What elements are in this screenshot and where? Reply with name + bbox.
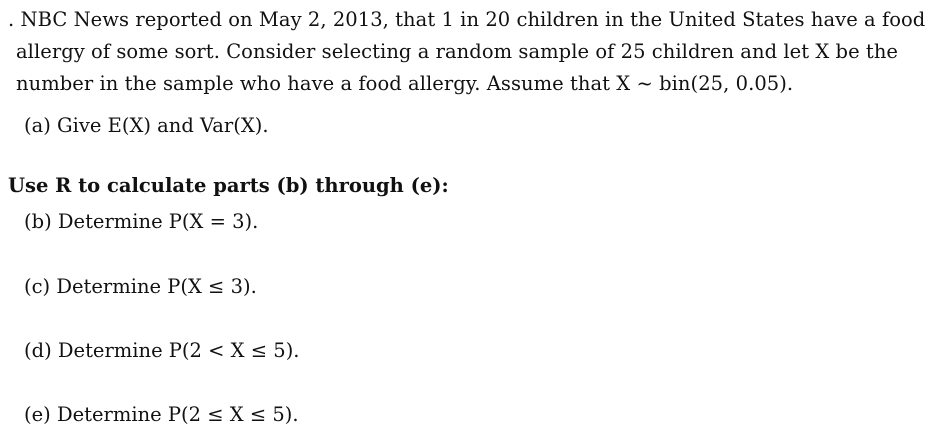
part-b-text: Determine P(X = 3). [57,210,259,233]
part-e-text: Determine P(2 ≤ X ≤ 5). [56,403,299,426]
part-a [24,112,269,140]
part-b [24,208,258,236]
part-c [24,273,257,301]
part-a-label: (a) [24,114,51,137]
problem-statement [8,4,933,100]
part-b-label: (b) [24,210,52,233]
problem-line-1: . NBC News reported on May 2, 2013, that 1 in 20 children in the United States have a food [8,8,926,31]
part-e-label: (e) [24,403,51,426]
problem-line-3: number in the sample who have a food allergy. Assume that X ~ bin(25, 0.05). [16,72,794,95]
part-d-text: Determine P(2 < X ≤ 5). [57,339,300,362]
part-a-text: Give E(X) and Var(X). [57,114,269,137]
problem-line-2: allergy of some sort. Consider selecting a random sample of 25 children and let X be the [16,40,899,63]
part-e [24,401,299,429]
part-d [24,337,300,365]
part-c-label: (c) [24,275,51,298]
section-heading: Use R to calculate parts (b) through (e): [8,174,449,197]
part-d-label: (d) [24,339,52,362]
part-c-text: Determine P(X ≤ 3). [56,275,257,298]
